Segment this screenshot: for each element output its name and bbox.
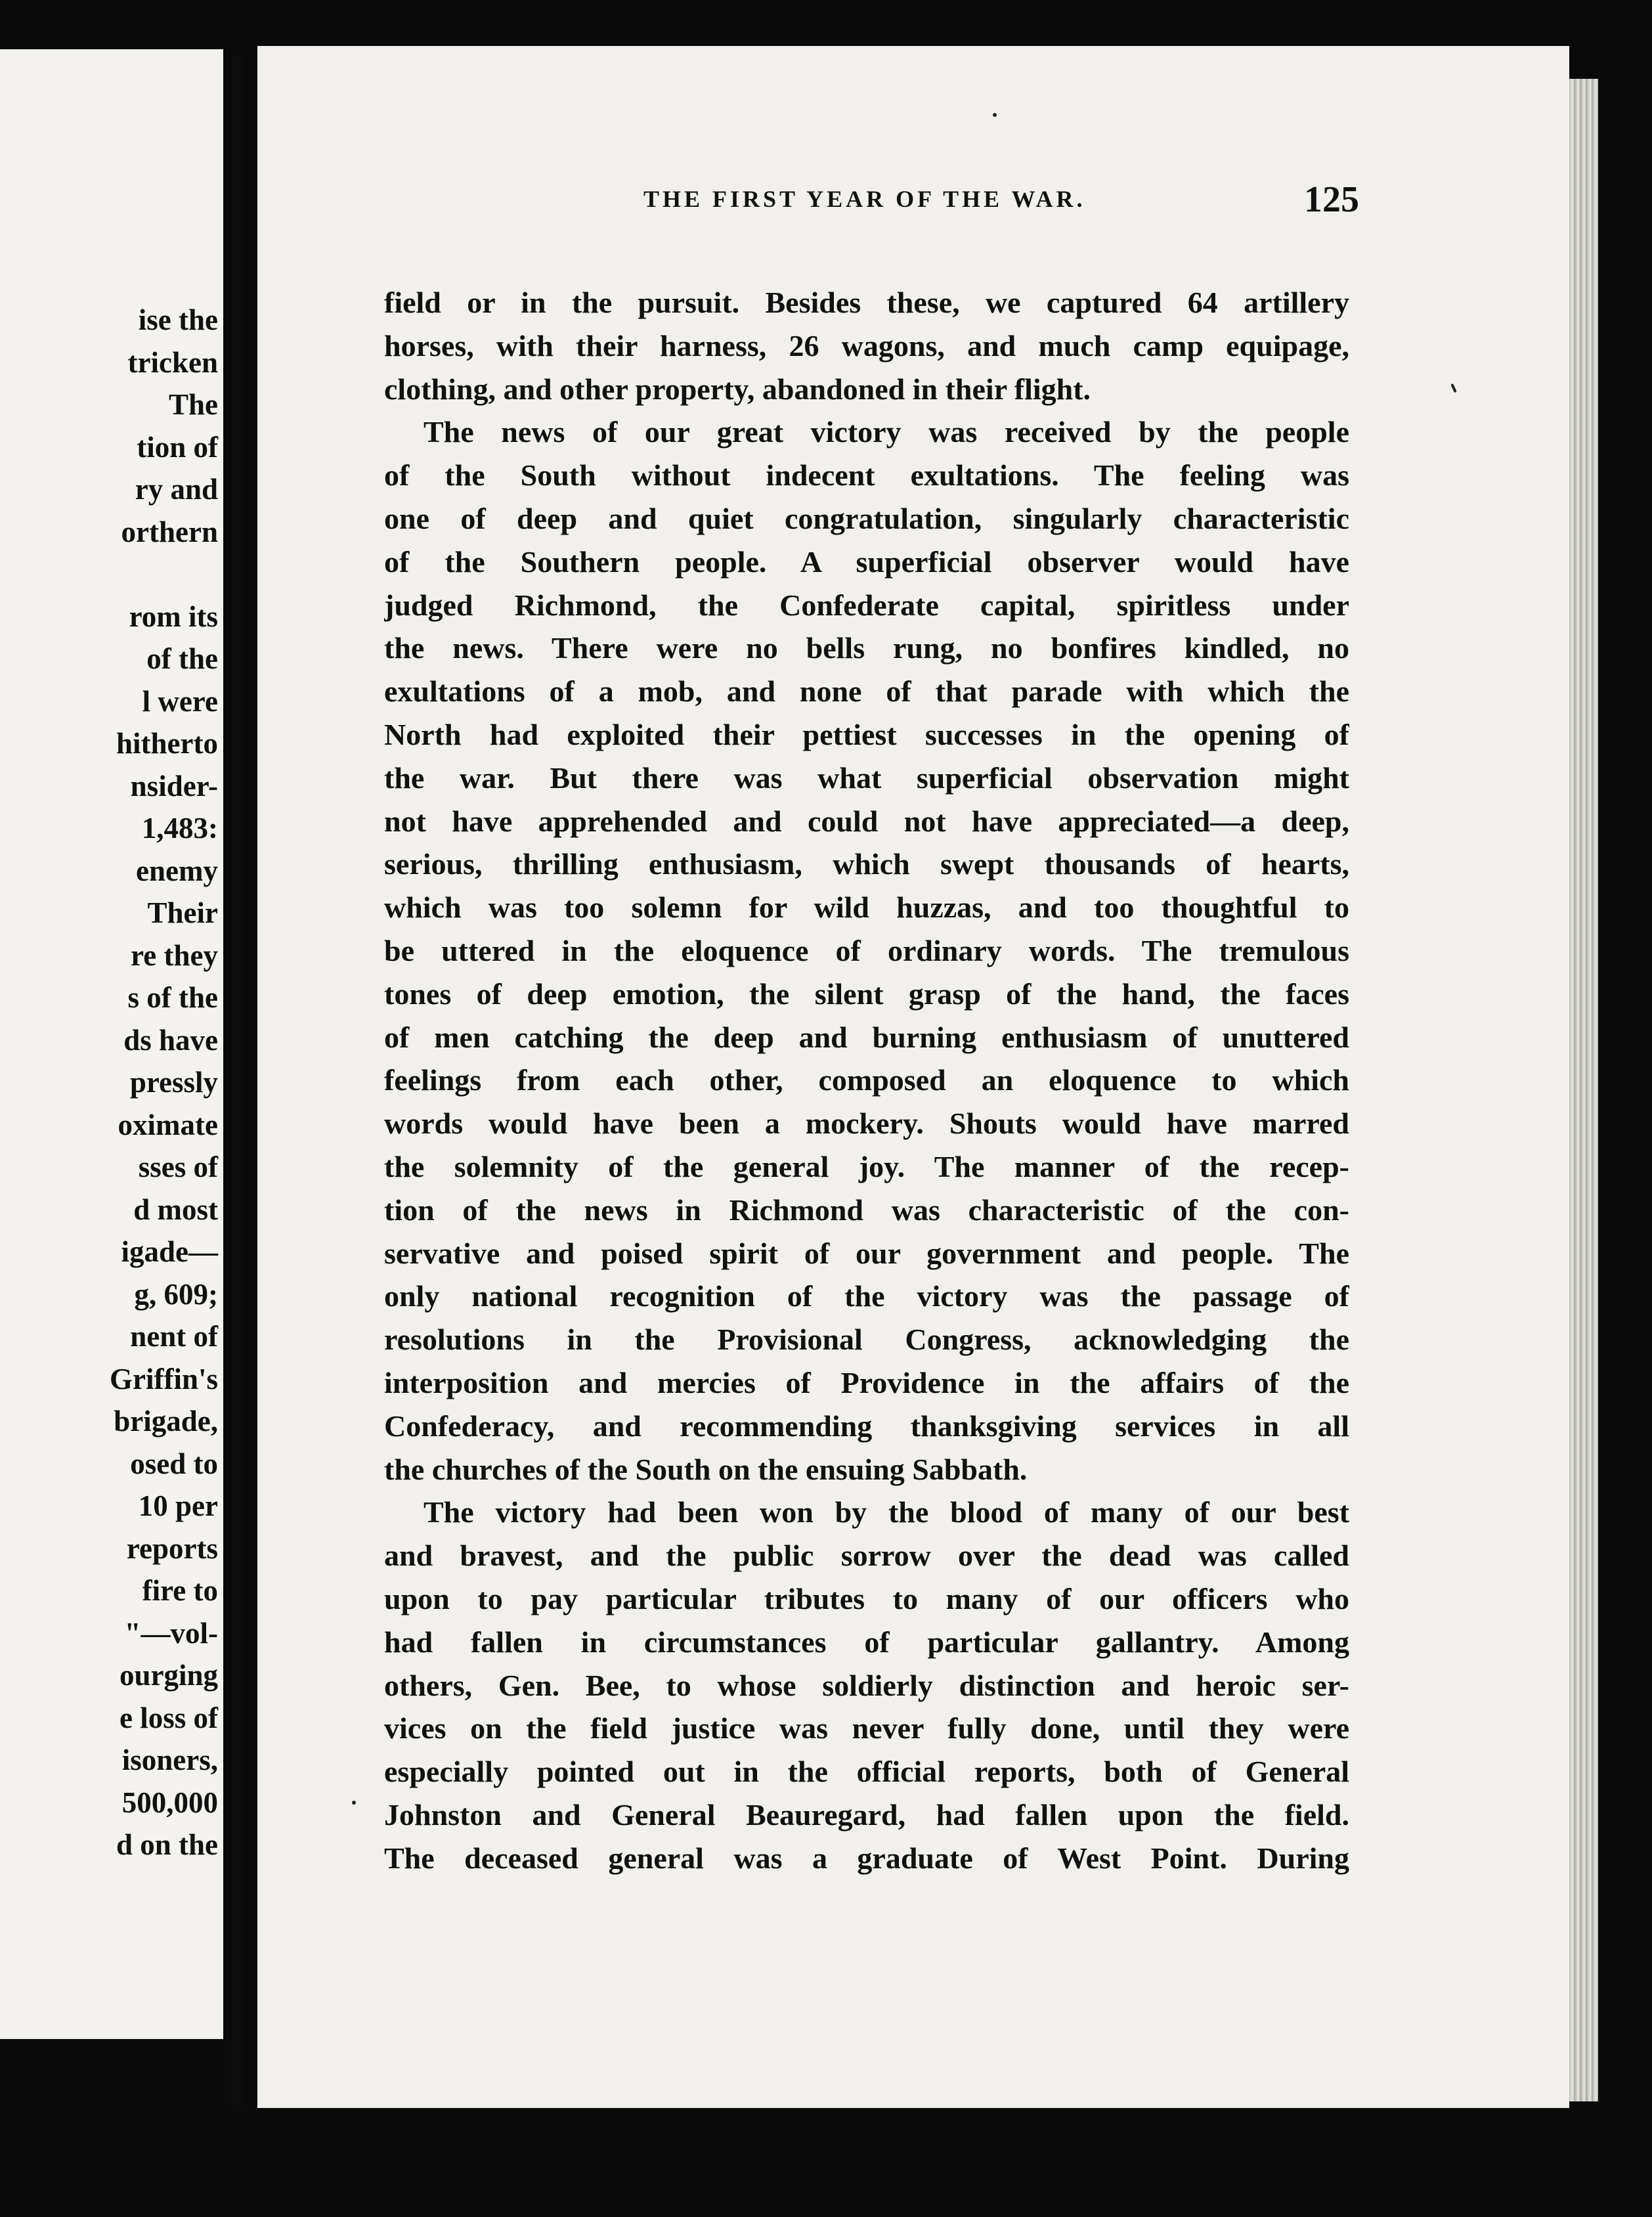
text-line: of men catching the deep and burning enthusiasm of unuttered xyxy=(384,1020,1349,1054)
fragment-line: ise the xyxy=(138,303,218,336)
fragment-line: osed to xyxy=(130,1447,218,1480)
fragment-line: 500,000 xyxy=(121,1786,218,1819)
text-line: tones of deep emotion, the silent grasp of the hand, the faces xyxy=(384,977,1349,1011)
fragment-line: re they xyxy=(131,938,218,972)
fragment-line: tricken xyxy=(127,345,218,379)
fragment-line: g, 609; xyxy=(134,1277,218,1311)
text-line: the war. But there was what superficial observation might xyxy=(384,760,1349,795)
binding-gutter xyxy=(231,56,244,2105)
fragment-line: of the xyxy=(146,642,218,675)
print-speck xyxy=(352,1801,356,1805)
page-number: 125 xyxy=(1304,179,1359,220)
fragment-line: l were xyxy=(142,684,218,718)
fragment-line: sses of xyxy=(138,1151,218,1183)
page-stack-edge xyxy=(1569,79,1598,2101)
fragment-line: The xyxy=(168,388,218,421)
fragment-line: d on the xyxy=(116,1828,218,1861)
fragment-line: e loss of xyxy=(120,1701,218,1734)
fragment-line: nsider- xyxy=(130,769,218,802)
text-line: judged Richmond, the Confederate capital, spiritless under xyxy=(384,588,1349,622)
text-line: tion of the news in Richmond was characteristic of the con- xyxy=(384,1193,1349,1227)
text-line: resolutions in the Provisional Congress, acknowledging the xyxy=(384,1323,1349,1357)
print-speck xyxy=(993,113,997,117)
text-line: The news of our great victory was received by the people xyxy=(424,415,1349,449)
text-line: vices on the field justice was never fully done, until they were xyxy=(384,1711,1349,1745)
text-line: only national recognition of the victory was the passage of xyxy=(384,1279,1349,1313)
fragment-line: rom its xyxy=(129,600,218,633)
fragment-line: Their xyxy=(147,896,218,929)
fragment-line: ry and xyxy=(135,473,218,506)
fragment-line: 1,483: xyxy=(141,812,218,845)
text-line: others, Gen. Bee, to whose soldierly distinction and heroic ser- xyxy=(384,1668,1349,1702)
text-line: field or in the pursuit. Besides these, we captured 64 artillery xyxy=(384,286,1349,319)
text-line: had fallen in circumstances of particular gallantry. Among xyxy=(384,1625,1349,1659)
previous-page-strip xyxy=(0,49,223,2039)
fragment-line xyxy=(110,553,218,596)
text-line: and bravest, and the public sorrow over the dead was called xyxy=(384,1539,1349,1573)
fragment-line: igade— xyxy=(121,1235,218,1268)
fragment-line: enemy xyxy=(136,854,218,887)
text-line: Johnston and General Beauregard, had fallen upon the field. xyxy=(384,1797,1349,1832)
text-line: the churches of the South on the ensuing Sabbath. xyxy=(384,1452,1028,1486)
running-head xyxy=(368,179,1359,231)
text-line: North had exploited their pettiest successes in the opening of xyxy=(384,717,1349,751)
fragment-line: isoners, xyxy=(121,1744,218,1776)
text-line: be uttered in the eloquence of ordinary words. The tremulous xyxy=(384,933,1349,967)
text-line: of the Southern people. A superficial observer would have xyxy=(384,544,1349,579)
text-line: not have apprehended and could not have appreciated—a deep, xyxy=(384,804,1349,838)
fragment-line: s of the xyxy=(127,981,218,1014)
text-line: feelings from each other, composed an eloquence to which xyxy=(384,1063,1349,1097)
fragment-line: oximate xyxy=(118,1108,218,1141)
fragment-line: orthern xyxy=(121,515,218,548)
fragment-line: Griffin's xyxy=(110,1362,218,1395)
fragment-line: pressly xyxy=(129,1066,218,1099)
text-line: exultations of a mob, and none of that parade with which the xyxy=(384,674,1349,709)
fragment-line: tion of xyxy=(137,430,218,464)
text-line: serious, thrilling enthusiasm, which swept thousands of hearts, xyxy=(384,847,1349,881)
body-text xyxy=(384,281,1349,1879)
previous-page-text-fragments xyxy=(110,299,223,1866)
text-line: which was too solemn for wild huzzas, and too thoughtful to xyxy=(384,890,1349,925)
text-line: upon to pay particular tributes to many of our officers who xyxy=(384,1581,1349,1615)
text-line: servative and poised spirit of our government and people. The xyxy=(384,1236,1349,1270)
text-line: horses, with their harness, 26 wagons, and much camp equipage, xyxy=(384,328,1349,362)
fragment-line: hitherto xyxy=(116,727,218,760)
fragment-line: reports xyxy=(126,1531,218,1565)
text-line: of the South without indecent exultations. The feeling was xyxy=(384,458,1349,493)
text-line: Confederacy, and recommending thanksgiving services in all xyxy=(384,1409,1349,1443)
fragment-line: d most xyxy=(133,1193,218,1226)
text-line: clothing, and other property, abandoned in their flight. xyxy=(384,372,1091,406)
text-line: words would have been a mockery. Shouts would have marred xyxy=(384,1107,1349,1141)
text-line: The victory had been won by the blood of many of our best xyxy=(424,1495,1349,1529)
text-line: interposition and mercies of Providence in the affairs of the xyxy=(384,1365,1349,1399)
text-line: one of deep and quiet congratulation, singularly characteristic xyxy=(384,501,1349,535)
fragment-line: "—vol- xyxy=(124,1616,218,1650)
fragment-line: brigade, xyxy=(114,1405,218,1438)
text-line: the news. There were no bells rung, no bonfires kindled, no xyxy=(384,631,1349,665)
running-title: THE FIRST YEAR OF THE WAR. xyxy=(643,186,1086,212)
fragment-line: nent of xyxy=(130,1320,218,1353)
fragment-line: ourging xyxy=(119,1659,218,1692)
text-line: The deceased general was a graduate of West Point. During xyxy=(384,1841,1349,1875)
fragment-line: 10 per xyxy=(138,1489,218,1522)
fragment-line: fire to xyxy=(142,1574,218,1607)
text-line: the solemnity of the general joy. The manner of the recep- xyxy=(384,1149,1349,1183)
text-line: especially pointed out in the official reports, both of General xyxy=(384,1755,1349,1789)
fragment-line: ds have xyxy=(123,1023,218,1057)
